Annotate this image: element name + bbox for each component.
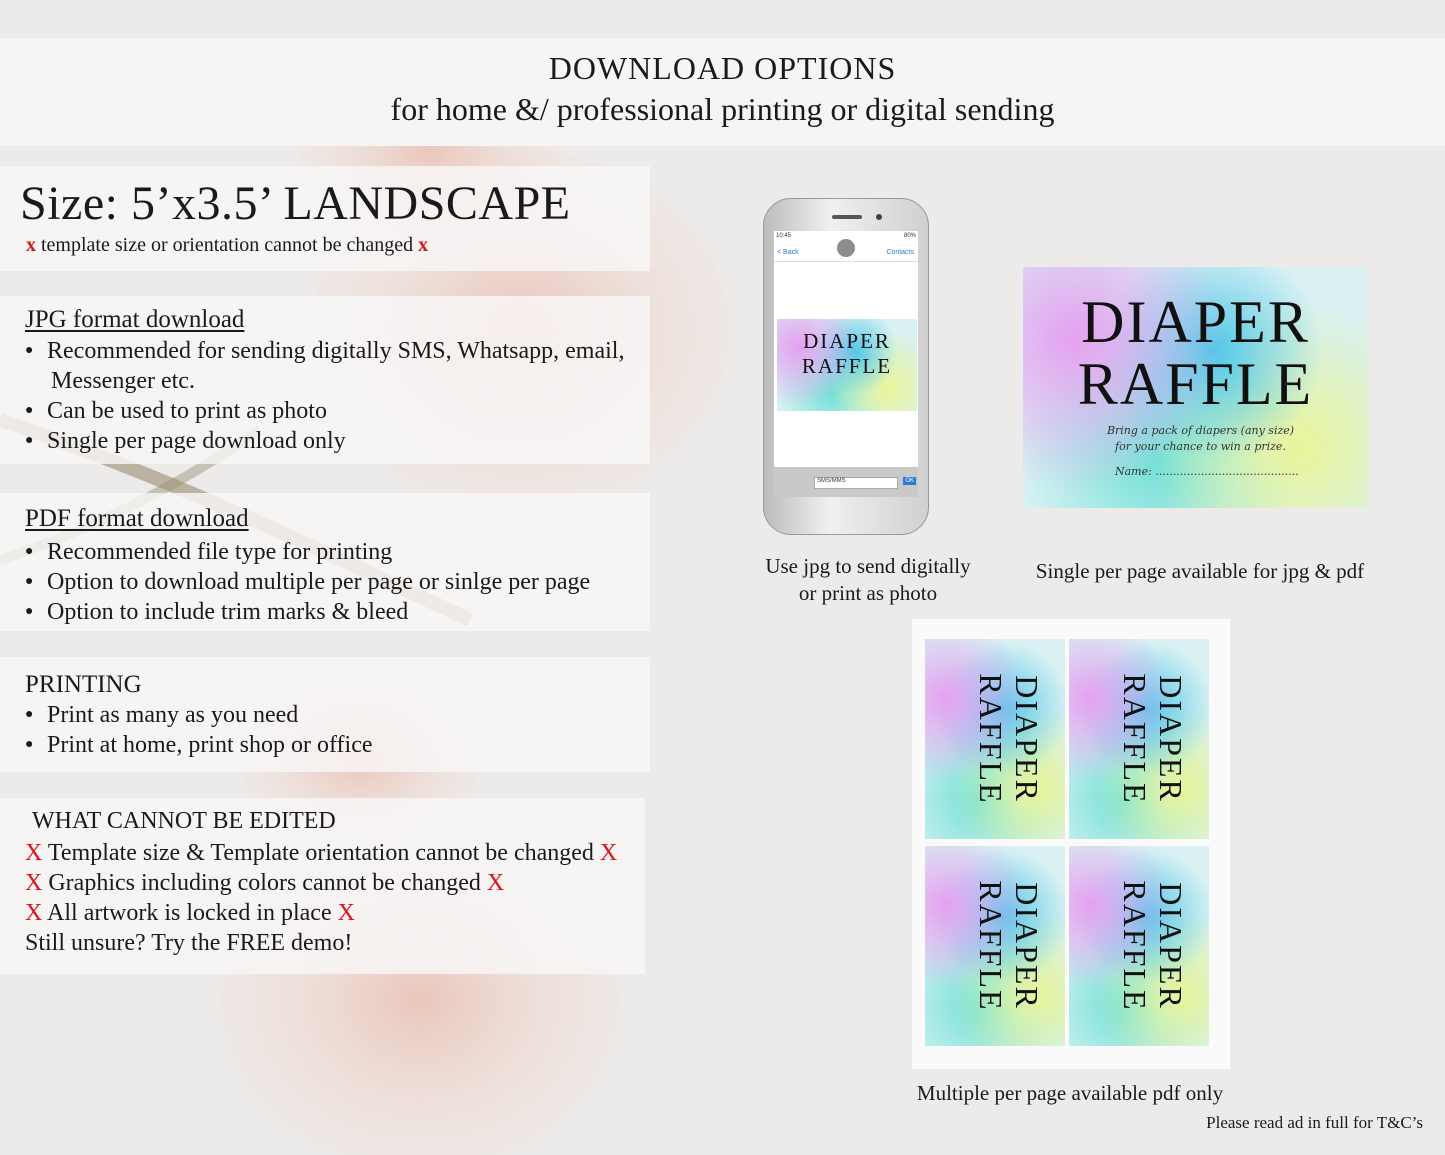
single-card-preview — [1023, 267, 1368, 508]
jpg-title: JPG format download — [25, 306, 245, 333]
ok-button[interactable]: OK — [905, 478, 914, 484]
size-title: Size: 5’x3.5’ LANDSCAPE — [20, 177, 571, 230]
pdf-title: PDF format download — [25, 505, 249, 532]
locked-panel — [0, 798, 645, 974]
page-subtitle: for home &/ professional printing or digital sending — [390, 91, 1055, 127]
list-item: ● Can be used to print as photo — [25, 396, 624, 426]
printing-title: PRINTING — [25, 671, 142, 698]
pdf-list — [25, 537, 590, 627]
terms-footnote: Please read ad in full for T&C’s — [1206, 1113, 1423, 1132]
printing-panel — [0, 657, 650, 772]
card-body: Bring a pack of diapers (any size) for your chance to win a prize. — [1106, 424, 1295, 453]
x-mark-icon: X — [25, 840, 43, 866]
locked-item: X Template size & Template orientation cannot be changed X — [25, 840, 618, 866]
x-mark-icon: X — [486, 870, 505, 896]
locked-item: X Graphics including colors cannot be changed X — [25, 870, 505, 896]
contacts-link[interactable]: Contacts — [886, 249, 914, 256]
x-mark-icon: X — [25, 900, 43, 926]
x-mark-icon: X — [25, 870, 43, 896]
mini-card: DIAPER RAFFLE — [1069, 639, 1209, 839]
list-item: ● Print at home, print shop or office — [25, 730, 373, 760]
mini-card: DIAPER RAFFLE — [925, 639, 1065, 839]
jpg-list — [25, 336, 624, 456]
list-item: ● Option to include trim marks & bleed — [25, 597, 590, 627]
list-item: ● Recommended file type for printing — [25, 537, 590, 567]
size-note — [26, 234, 428, 257]
mini-card: DIAPER RAFFLE — [925, 846, 1065, 1046]
locked-title: WHAT CANNOT BE EDITED — [32, 808, 336, 834]
camera-dot — [876, 214, 882, 220]
list-item: ● Single per page download only — [25, 426, 624, 456]
multi-caption: Multiple per page available pdf only — [916, 1081, 1224, 1105]
phone-mockup — [763, 198, 929, 535]
card-title: DIAPER RAFFLE — [1077, 289, 1314, 417]
size-note-text: template size or orientation cannot be changed — [41, 234, 414, 256]
avatar-icon — [837, 239, 855, 257]
pdf-panel — [0, 493, 650, 631]
jpg-panel — [0, 296, 650, 464]
x-mark-icon: X — [337, 900, 355, 926]
x-mark-icon: x — [418, 234, 429, 256]
size-panel — [0, 166, 650, 271]
divider — [774, 261, 918, 262]
back-link[interactable]: < Back — [777, 249, 799, 256]
list-item: ● Recommended for sending digitally SMS, Whatsapp, email, Messenger etc. — [25, 336, 624, 396]
locked-item: X All artwork is locked in place X — [25, 900, 355, 926]
list-item: ● Print as many as you need — [25, 700, 373, 730]
demo-text: Still unsure? Try the FREE demo! — [25, 930, 353, 956]
x-mark-icon: X — [599, 840, 618, 866]
card-title: DIAPER RAFFLE — [801, 329, 893, 378]
card-thumbnail — [777, 319, 917, 411]
card-name-field: Name: ......................................... — [1115, 465, 1299, 478]
phone-screen: 10:45 80% < Back Contacts DIAPER RAFFLE SMS/MMS OK — [774, 231, 918, 497]
phone-caption: Use jpg to send digitally or print as photo — [765, 554, 971, 605]
single-caption: Single per page available for jpg & pdf — [1035, 559, 1365, 583]
page-title: DOWNLOAD OPTIONS — [548, 50, 897, 86]
sms-bar — [774, 467, 918, 497]
sms-input[interactable]: SMS/MMS — [814, 477, 898, 489]
printing-list — [25, 700, 373, 760]
x-mark-icon: x — [26, 234, 36, 256]
multi-sheet-preview — [912, 619, 1230, 1069]
list-item: ● Option to download multiple per page or sinlge per page — [25, 567, 590, 597]
header-banner — [0, 38, 1445, 146]
speaker-grille — [832, 215, 862, 219]
mini-card: DIAPER RAFFLE — [1069, 846, 1209, 1046]
